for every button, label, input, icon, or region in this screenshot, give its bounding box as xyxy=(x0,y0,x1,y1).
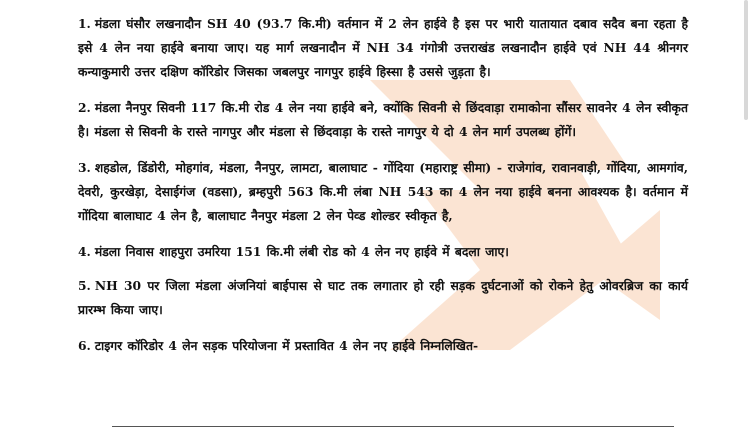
paragraph-4: 4. मंडला निवास शाहपुरा उमरिया 151 कि.मी लंबी रोड को 4 लेन नए हाईवे में बदला जाए। xyxy=(78,244,509,259)
document-body xyxy=(78,12,688,370)
paragraph-6: 6. टाइगर कॉरिडोर 4 लेन सड़क परियोजना में प्रस्तावित 4 लेन नए हाईवे निम्नलिखित- xyxy=(78,338,479,353)
paragraph-5: 5. NH 30 पर जिला मंडला अंजनियां बाईपास से घाट तक लगातार हो रही सड़क दुर्घटनाओं को रोकने हेतु ओवरब्रिज का कार्य प्रारम्भ किया जाए। xyxy=(78,278,688,317)
paragraph-2: 2. मंडला नैनपुर सिवनी 117 कि.मी रोड 4 लेन नया हाईवे बने, क्योंकि सिवनी से छिंदवाड़ा रामाकोना सौंसर सावनेर 4 लेन स्वीकृत है। मंडला से सिवनी के रास्ते नागपुर और मंडला से छिंदवाड़ा के रास्ते नागपुर ये दो 4 लेन मार्ग उपलब्ध होंगें। xyxy=(78,100,688,139)
paragraph-3: 3. शहडोल, डिंडोरी, मोहगांव, मंडला, नैनपुर, लामटा, बालाघाट - गोंदिया (महाराष्ट्र सीमा) - राजेगांव, रावानवाड़ी, गोंदिया, आमगांव, देवरी, कुरखेड़ा, देसाईगंज (वडसा), ब्रम्हपुरी 563 कि.मी लंबा NH 543 का 4 लेन नया हाईवे बनना आवश्यक है। वर्तमान में गोंदिया बालाघाट 4 लेन है, बालाघाट नैनपुर मंडला 2 लेन पेव्ड शोल्डर स्वीकृत है, xyxy=(78,160,688,223)
scrollbar[interactable] xyxy=(744,0,748,120)
paragraph-1: 1. मंडला घंसौर लखनादौन SH 40 (93.7 कि.मी) वर्तमान में 2 लेन हाईवे है इस पर भारी यातायात दबाव सदैव बना रहता है इसे 4 लेन नया हाईवे बनाया जाए। यह मार्ग लखनादौन में NH 34 गंगोत्री उत्तराखंड लखनादौन हाईवे एवं NH 44 श्रीनगर कन्याकुमारी उत्तर दक्षिण कॉरिडोर जिसका जबलपुर नागपुर हाईवे हिस्सा है उससे जुड़ता है। xyxy=(78,16,688,79)
table-top-border xyxy=(112,426,674,427)
